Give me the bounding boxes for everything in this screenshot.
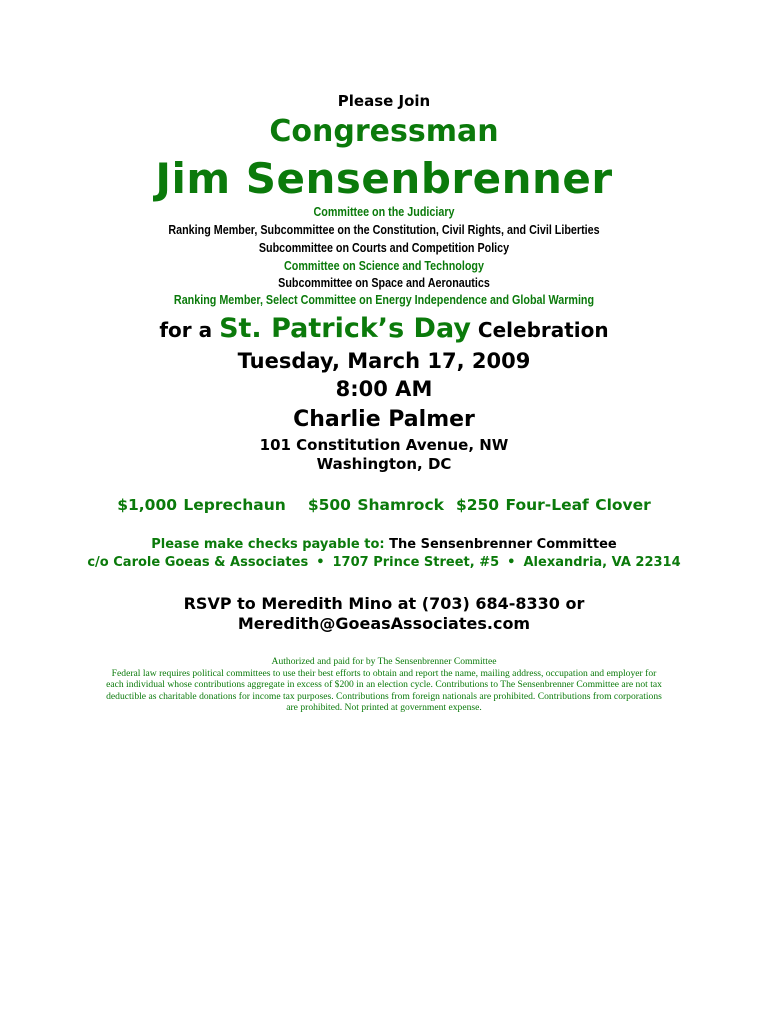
honoree-title: Congressman [269, 114, 499, 149]
address-care-of: c/o Carole Goeas & Associates [87, 555, 309, 570]
subcommittee-courts: Subcommittee on Courts and Competition Policy [258, 241, 510, 255]
celebration-name: St. Patrick’s Day [219, 313, 471, 344]
subcommittee-constitution: Ranking Member, Subcommittee on the Constitution, Civil Rights, and Civil Liberties [168, 223, 600, 237]
event-time: 8:00 AM [335, 377, 433, 401]
payable-label: Please make checks payable to: [151, 537, 385, 552]
venue-street: 101 Constitution Avenue, NW [259, 436, 509, 454]
please-join-heading: Please Join [337, 92, 431, 110]
address-separator: • [507, 555, 516, 570]
subcommittee-space: Subcommittee on Space and Aeronautics [278, 276, 490, 290]
disclaimer-line: Federal law requires political committees to use their best efforts to obtain and report the name, mailing address, occupation and employer for [111, 667, 657, 679]
committee-judiciary: Committee on the Judiciary [313, 205, 455, 219]
address-city: Alexandria, VA 22314 [523, 555, 681, 570]
contribution-levels [0, 496, 768, 514]
select-committee-energy: Ranking Member, Select Committee on Energy Independence and Global Warming [173, 293, 595, 307]
celebration-line [0, 313, 768, 344]
payable-to: The Sensenbrenner Committee [389, 537, 617, 552]
honoree-name: Jim Sensenbrenner [155, 154, 613, 203]
level-leprechaun: $1,000 Leprechaun [117, 496, 286, 514]
venue-name: Charlie Palmer [293, 407, 475, 432]
payable-line [0, 537, 768, 552]
disclaimer-line: Authorized and paid for by The Sensenbrenner Committee [271, 656, 497, 667]
mailing-address [0, 555, 768, 570]
rsvp-line: RSVP to Meredith Mino at (703) 684-8330 or [183, 594, 585, 613]
venue-city: Washington, DC [316, 455, 452, 473]
level-shamrock: $500 Shamrock [307, 496, 444, 514]
level-four-leaf-clover: $250 Four-Leaf Clover [455, 496, 651, 514]
disclaimer-line: are prohibited. Not printed at government expense. [286, 702, 482, 713]
address-separator: • [316, 555, 325, 570]
event-date: Tuesday, March 17, 2009 [237, 349, 531, 373]
celebration-suffix: Celebration [477, 318, 609, 342]
rsvp-email: Meredith@GoeasAssociates.com [237, 614, 531, 633]
committee-science: Committee on Science and Technology [284, 259, 484, 273]
legal-disclaimer [88, 656, 680, 714]
disclaimer-line: deductible as charitable donations for income tax purposes. Contributions from foreign nationals are prohibited. Contributions from corporations [106, 690, 662, 702]
disclaimer-line: each individual whose contributions aggregate in excess of $200 in an election cycle. Contributions to The Sensenbrenner Committee are not tax [106, 679, 662, 690]
celebration-prefix: for a [159, 318, 213, 342]
address-street: 1707 Prince Street, #5 [332, 555, 500, 570]
